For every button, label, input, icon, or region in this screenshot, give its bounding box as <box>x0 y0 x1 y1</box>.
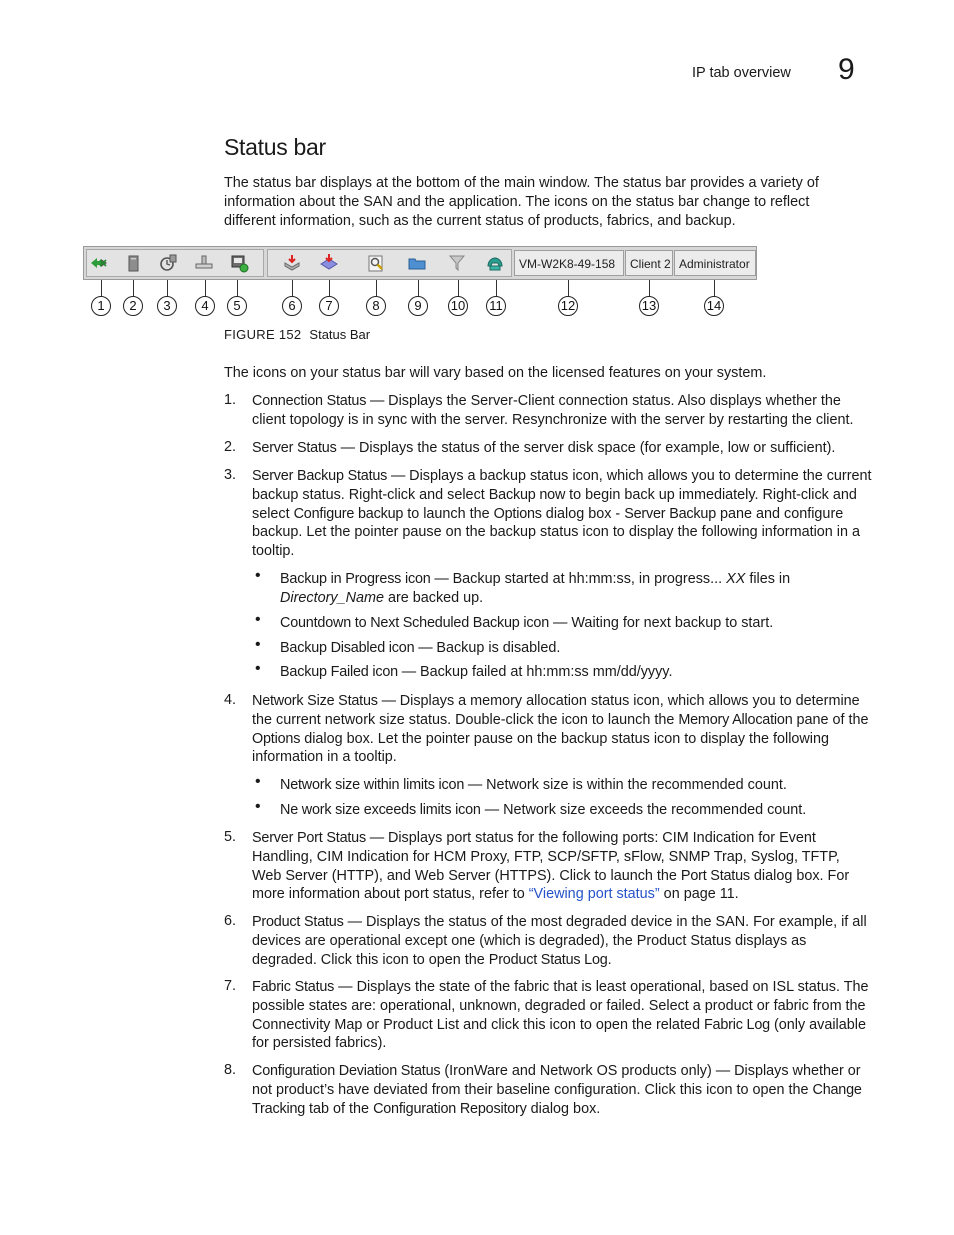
status-group-right <box>267 249 512 277</box>
callout-14: 14 <box>704 296 724 316</box>
bullet-backup-failed: Backup Failed icon — Backup failed at hh:mm:ss mm/dd/yyyy. <box>280 664 673 680</box>
network-size-status-icon[interactable] <box>194 253 214 273</box>
callout-6: 6 <box>282 296 302 316</box>
note-paragraph: The icons on your status bar will vary based on the licensed features on your system. <box>224 365 767 381</box>
bullet-backup-countdown: Countdown to Next Scheduled Backup icon — Waiting for next backup to start. <box>280 615 774 631</box>
bullet-network-within-limits: Network size within limits icon — Network size is within the recommended count. <box>280 777 787 793</box>
item-number: 2. <box>224 439 237 455</box>
callout-2: 2 <box>123 296 143 316</box>
callout-12: 12 <box>558 296 578 316</box>
list-item-server-port-status: Server Port Status — Displays port status for the following ports: CIM Indication for Event Handling, CIM Indication for HCM Proxy, FTP, SCP/SFTP, sFlow, SNMP Trap, Syslog, TFTP, Web Server (HTTP), and Web Server (HTTPS). Click to launch the Port Status dialog box. For more information about port status, refer to “Viewing port status” on page 11. <box>252 830 850 903</box>
figure-title: Status Bar <box>309 327 371 342</box>
list-item-configuration-deviation: Configuration Deviation Status (IronWare and Network OS products only) — Displays whether or not product’s have deviated from their baseline configuration. Click this icon to open the Change Tracking tab of the Configuration Repository dialog box. <box>252 1063 862 1117</box>
callout-8: 8 <box>366 296 386 316</box>
server-name-field: VM-W2K8-49-158 <box>514 250 624 276</box>
callout-4: 4 <box>195 296 215 316</box>
item-number: 7. <box>224 978 237 994</box>
item-number: 4. <box>224 692 237 708</box>
server-port-status-icon[interactable] <box>229 253 249 273</box>
callout-10: 10 <box>448 296 468 316</box>
list-item-server-backup-status: Server Backup Status — Displays a backup status icon, which allows you to determine the current backup status. Right-click and select Backup now to begin back up immediately. Right-click and select Configure backup to launch the Options dialog box - Server Backup pane and configure backup. Let the pointer pause on the backup status icon to display the following information in a tooltip. <box>252 468 872 560</box>
figure-caption <box>224 327 370 342</box>
section-title: Status bar <box>224 134 326 160</box>
client-field: Client 2 <box>625 250 673 276</box>
bullet-network-exceeds-limits: Ne work size exceeds limits icon — Network size exceeds the recommended count. <box>280 802 807 818</box>
list-item-network-size-status: Network Size Status — Displays a memory allocation status icon, which allows you to determine the current network size status. Double-click the icon to launch the Memory Allocation pane of the Options dialog box. Let the pointer pause on the backup status icon to display the following information in a tooltip. <box>252 693 869 766</box>
folder-icon[interactable] <box>407 253 427 273</box>
list-item-connection-status: Connection Status — Displays the Server-Client connection status. Also displays whether the client topology is in sync with the server. Resynchronize with the server by restarting the client. <box>252 393 854 428</box>
callout-5: 5 <box>227 296 247 316</box>
callout-1: 1 <box>91 296 111 316</box>
callout-9: 9 <box>408 296 428 316</box>
status-bar-figure <box>83 246 757 280</box>
item-number: 5. <box>224 829 237 845</box>
callout-11: 11 <box>486 296 506 316</box>
configuration-deviation-icon[interactable] <box>366 253 386 273</box>
item-number: 6. <box>224 913 237 929</box>
bullet-backup-disabled: Backup Disabled icon — Backup is disabled. <box>280 640 561 656</box>
viewing-port-status-link[interactable]: “Viewing port status” <box>528 886 660 903</box>
chapter-number: 9 <box>838 53 855 86</box>
figure-label: FIGURE 152 <box>224 327 302 342</box>
item-number: 3. <box>224 467 237 483</box>
product-status-icon[interactable] <box>282 253 302 273</box>
phone-icon[interactable] <box>485 253 505 273</box>
running-header: IP tab overview <box>692 65 791 81</box>
list-item-server-status: Server Status — Displays the status of the server disk space (for example, low or sufficient). <box>252 440 836 456</box>
server-backup-status-icon[interactable] <box>158 253 178 273</box>
item-number: 8. <box>224 1062 237 1078</box>
user-field: Administrator <box>674 250 756 276</box>
fabric-status-icon[interactable] <box>319 253 339 273</box>
list-item-fabric-status: Fabric Status — Displays the state of the fabric that is least operational, based on ISL status. The possible states are: operational, unknown, degraded or failed. Select a product or fabric from the Connectivity Map or Product List and click this icon to open the related Fabric Log (only available for persisted fabrics). <box>252 979 869 1052</box>
bullet-backup-in-progress: Backup in Progress icon — Backup started at hh:mm:ss, in progress... XX files in Directory_Name are backed up. <box>280 571 791 606</box>
server-status-icon[interactable] <box>124 253 144 273</box>
item-number: 1. <box>224 392 237 408</box>
list-item-product-status: Product Status — Displays the status of the most degraded device in the SAN. For example, if all devices are operational except one (which is degraded), the Product Status displays as degraded. Click this icon to open the Product Status Log. <box>252 914 867 968</box>
callout-3: 3 <box>157 296 177 316</box>
filter-icon[interactable] <box>448 253 468 273</box>
connection-status-icon[interactable] <box>89 253 109 273</box>
intro-paragraph: The status bar displays at the bottom of the main window. The status bar provides a variety of information about the SAN and the application. The icons on the status bar change to reflect different information, such as the current status of products, fabrics, and backup. <box>224 175 819 229</box>
callout-13: 13 <box>639 296 659 316</box>
callout-7: 7 <box>319 296 339 316</box>
